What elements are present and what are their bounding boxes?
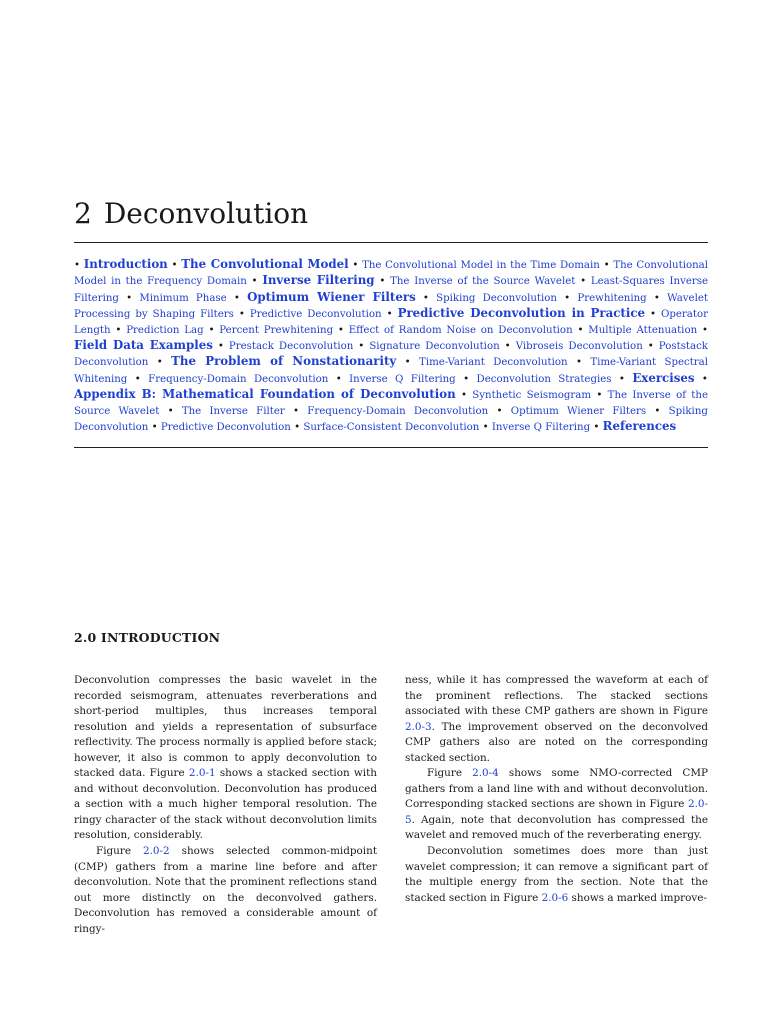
toc-bullet: • [404,357,411,369]
toc-section-link[interactable]: Inverse Filtering [262,273,375,288]
toc-bullet: • [238,309,245,321]
figure-link[interactable]: 2.0-3 [405,720,432,733]
toc-bullet: • [134,373,141,385]
toc-bullet: • [496,405,503,417]
toc-bullet: • [335,373,342,385]
toc-section-link[interactable]: Introduction [83,257,168,271]
toc-bullet: • [74,260,81,271]
toc-subsection-link[interactable]: Prewhitening [577,292,647,304]
toc-bullet: • [422,292,429,304]
toc-subsection-link[interactable]: Synthetic Seismogram [472,390,592,402]
paragraph-text: ness, while it has compressed the waveform at each of the prominent reflections. The stacked sections associated with these CMP gathers are shown in Figure [405,674,708,718]
body-paragraph [405,673,708,766]
toc-subsection-link[interactable]: Optimum Wiener Filters [510,405,647,417]
toc-subsection-link[interactable]: Operator Length [74,309,708,336]
toc-bullet: • [379,276,386,288]
toc-subsection-link[interactable]: Surface-Consistent Deconvolution [303,422,480,434]
toc-bullet: • [647,341,654,353]
paragraph-text: . The improvement observed on the deconvolved CMP gathers also are noted on the corresponding stacked section. [405,720,708,764]
toc-subsection-link[interactable]: Spiking Deconvolution [436,292,557,304]
toc-subsection-link[interactable]: Least-Squares Inverse Filtering [74,276,708,304]
text-column-right [405,673,708,906]
toc-subsection-link[interactable]: Wavelet Processing by Shaping Filters [74,292,708,321]
toc-bullet: • [577,324,584,336]
section-heading: 2.0 INTRODUCTION [74,630,221,645]
toc-bullet: • [126,292,133,304]
toc-subsection-link[interactable]: Spiking Deconvolution [74,405,708,434]
toc-bullet: • [156,357,163,369]
toc-bullet: • [352,260,359,271]
toc-bullet: • [593,422,600,434]
toc-section-link[interactable]: The Problem of Nonstationarity [171,354,397,369]
toc-bullet: • [650,309,657,321]
divider-bottom [74,447,708,448]
toc-subsection-link[interactable]: Prestack Deconvolution [228,341,354,353]
toc-section-link[interactable]: Exercises [632,370,695,385]
toc-subsection-link[interactable]: Time-Variant Spectral Whitening [74,357,709,385]
toc-section-link[interactable]: Optimum Wiener Filters [247,289,416,304]
figure-link[interactable]: 2.0-5 [405,798,708,826]
toc-subsection-link[interactable]: The Inverse Filter [181,405,285,417]
paragraph-text: . Again, note that deconvolution has compressed the wavelet and removed much of the reverberating energy. [405,813,708,842]
toc-bullet: • [603,260,610,271]
toc-section-link[interactable]: Appendix B: Mathematical Foundation of Deconvolution [74,387,456,402]
toc-subsection-link[interactable]: Poststack Deconvolution [74,341,708,369]
paragraph-text: Deconvolution compresses the basic wavelet in the recorded seismogram, attenuates reverberations and short-period multiples, thus increases temporal resolution and yields a representation of subsurface reflectivity. The process normally is applied before stack; however, it also is common to apply deconvolution to stacked data. Figure [74,674,377,780]
toc-bullet: • [653,292,660,304]
toc-bullet: • [654,405,661,417]
toc-bullet: • [580,276,587,288]
toc-bullet: • [701,324,708,336]
toc-bullet: • [386,309,393,321]
body-paragraph [74,844,377,937]
toc-subsection-link[interactable]: Frequency-Domain Deconvolution [307,405,489,417]
toc-section-link[interactable]: Predictive Deconvolution in Practice [397,306,646,321]
toc-bullet: • [115,324,122,336]
toc-subsection-link[interactable]: Percent Prewhitening [219,324,334,336]
paragraph-text: shows selected common-midpoint (CMP) gathers from a marine line before and after deconvolution. Note that the prominent reflections stand out more distinctly on the deconvolved gathers. Deconvolution has removed a considerable amount of ringy- [74,845,377,935]
toc-bullet: • [358,341,365,353]
chapter-title-text: Deconvolution [103,197,309,230]
toc-subsection-link[interactable]: The Inverse of the Source Wavelet [74,390,708,417]
toc-bullet: • [233,292,240,304]
paragraph-text: shows a stacked section with and without deconvolution. Deconvolution has produced a section with a much higher temporal resolution. The ringy character of the stack without deconvolution limits resolution, considerably. [74,767,377,842]
toc-subsection-link[interactable]: Frequency-Domain Deconvolution [148,373,329,385]
toc-subsection-link[interactable]: Inverse Q Filtering [491,422,591,434]
paragraph-text: shows a marked improve- [568,891,707,904]
body-paragraph [405,766,708,844]
toc-bullet: • [618,373,625,385]
toc-subsection-link[interactable]: Inverse Q Filtering [349,373,456,385]
toc-bullet: • [701,373,708,385]
toc-subsection-link[interactable]: Signature Deconvolution [369,341,500,353]
toc-bullet: • [251,276,258,288]
toc-subsection-link[interactable]: The Inverse of the Source Wavelet [390,276,576,288]
toc-bullet: • [208,324,215,336]
figure-link[interactable]: 2.0-1 [188,767,216,780]
toc-subsection-link[interactable]: Deconvolution Strategies [476,373,612,385]
toc-bullet: • [564,292,571,304]
body-paragraph [74,673,377,844]
toc-subsection-link[interactable]: Vibroseis Deconvolution [515,341,643,353]
toc-bullet: • [596,390,603,402]
paragraph-text: shows some NMO-corrected CMP gathers from a land line with and without deconvolution. Corresponding stacked sections are shown in Figure [405,767,708,811]
toc-subsection-link[interactable]: The Convolutional Model in the Time Domain [362,260,600,271]
toc-bullet: • [460,390,467,402]
text-column-left [74,673,377,937]
toc-section-link[interactable]: The Convolutional Model [181,257,349,271]
toc-subsection-link[interactable]: The Convolutional Model in the Frequency Domain [74,260,708,288]
toc-subsection-link[interactable]: Prediction Lag [126,324,204,336]
paragraph-text: Deconvolution sometimes does more than just wavelet compression; it can remove a significant part of the multiple energy from the section. Note that the stacked section in Figure [405,845,708,904]
toc-subsection-link[interactable]: Predictive Deconvolution [160,422,291,434]
toc-bullet: • [293,405,300,417]
toc-bullet: • [217,341,224,353]
toc-bullet: • [575,357,582,369]
toc-bullet: • [504,341,511,353]
toc-subsection-link[interactable]: Effect of Random Noise on Deconvolution [348,324,573,336]
paragraph-text: Figure [427,767,473,780]
toc-section-link[interactable]: References [602,419,677,434]
chapter-contents [74,257,708,435]
figure-link[interactable]: 2.0-2 [142,845,170,858]
paragraph-text: Figure [96,845,143,858]
toc-subsection-link[interactable]: Predictive Deconvolution [249,309,382,321]
toc-subsection-link[interactable]: Minimum Phase [139,292,227,304]
figure-link[interactable]: 2.0-4 [472,767,499,780]
toc-bullet: • [167,405,174,417]
chapter-number: 2 [74,197,92,230]
toc-bullet: • [337,324,344,336]
toc-bullet: • [463,373,470,385]
toc-bullet: • [294,422,301,434]
toc-subsection-link[interactable]: Multiple Attenuation [588,324,698,336]
figure-link[interactable]: 2.0-6 [541,891,569,904]
toc-bullet: • [151,422,158,434]
chapter-title [74,196,308,232]
toc-bullet: • [482,422,489,434]
toc-bullet: • [171,260,178,271]
toc-subsection-link[interactable]: Time-Variant Deconvolution [419,357,568,369]
divider-top [74,242,708,243]
toc-section-link[interactable]: Field Data Examples [74,338,213,353]
body-paragraph [405,844,708,906]
